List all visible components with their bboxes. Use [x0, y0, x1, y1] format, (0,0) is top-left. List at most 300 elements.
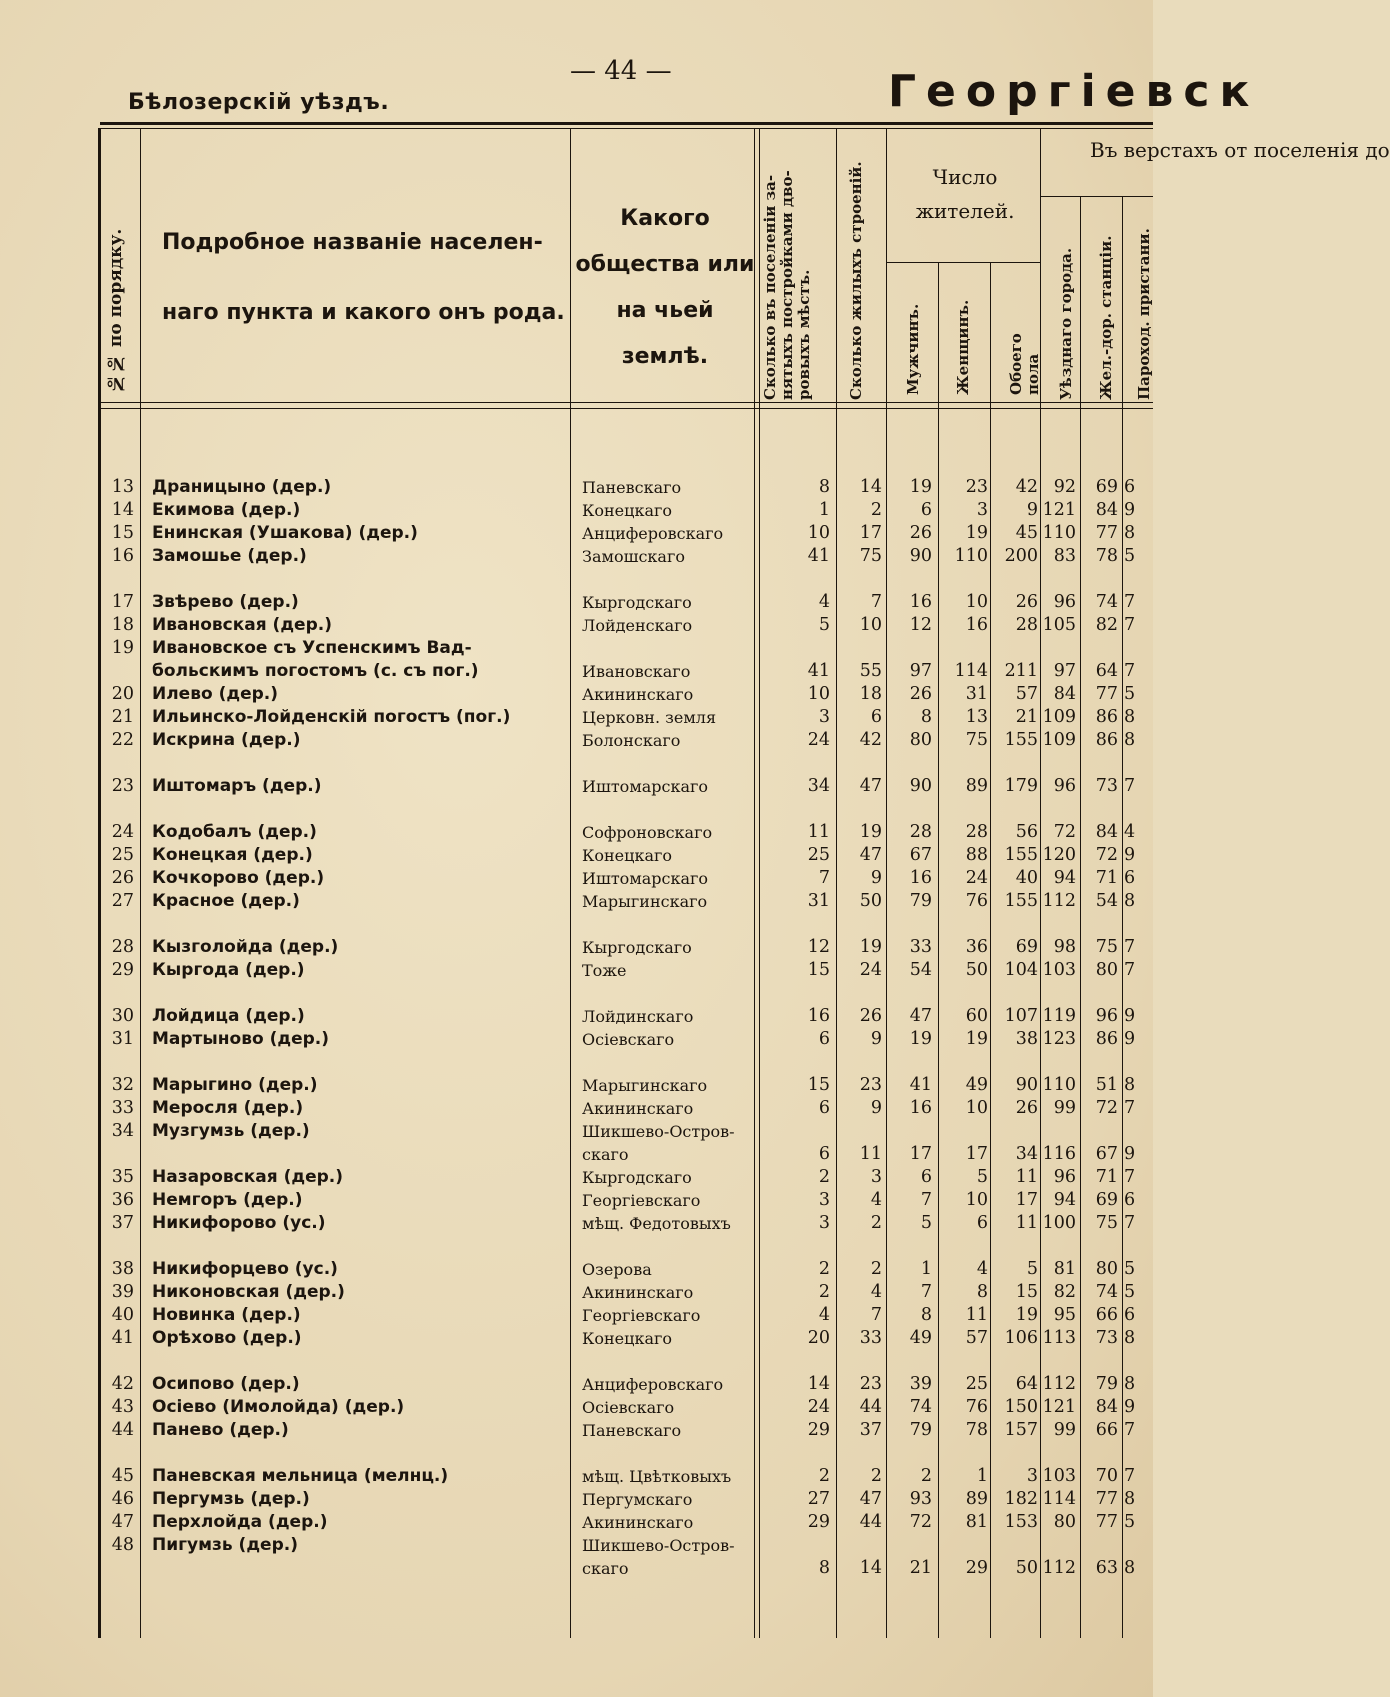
header-houses: Сколько въ поселеніи за-нятыхъ постройками дво-ровыхъ мѣстъ. [761, 170, 813, 400]
cell-men: 90 [909, 776, 932, 796]
cell-pier: 8 [1124, 1075, 1136, 1095]
cell-pier: 7 [1124, 1167, 1136, 1187]
cell-pier: 5 [1124, 1259, 1136, 1279]
cell-name: Екимова (дер.) [152, 500, 301, 520]
cell-rail: 80 [1095, 1259, 1118, 1279]
cell-buildings: 47 [859, 845, 882, 865]
cell-pier: 8 [1124, 523, 1136, 543]
cell-men: 8 [920, 707, 932, 727]
table-row [0, 499, 1153, 522]
cell-no: 21 [111, 707, 134, 727]
cell-no: 38 [111, 1259, 134, 1279]
cell-both: 153 [1004, 1512, 1038, 1532]
cell-city: 112 [1042, 891, 1076, 911]
cell-buildings: 26 [859, 1006, 882, 1026]
cell-rail: 84 [1095, 500, 1118, 520]
cell-pier: 9 [1124, 1006, 1136, 1026]
cell-no: 25 [111, 845, 134, 865]
cell-city: 116 [1042, 1144, 1076, 1164]
cell-both: 107 [1004, 1006, 1038, 1026]
cell-no: 43 [111, 1397, 134, 1417]
cell-both: 69 [1015, 937, 1038, 957]
table-row [0, 936, 1153, 959]
cell-rail: 86 [1095, 730, 1118, 750]
cell-rail: 66 [1095, 1305, 1118, 1325]
cell-buildings: 2 [870, 1213, 882, 1233]
cell-men: 21 [909, 1558, 932, 1578]
table-row [0, 1258, 1153, 1281]
cell-houses: 6 [818, 1144, 830, 1164]
cell-men: 79 [909, 891, 932, 911]
distance-subrule [1040, 196, 1153, 197]
table-row [0, 1465, 1153, 1488]
cell-buildings: 14 [859, 1558, 882, 1578]
cell-society: Георгіевскаго [582, 1306, 701, 1325]
district-title: Бѣлозерскій уѣздъ. [128, 90, 390, 115]
cell-no: 23 [111, 776, 134, 796]
cell-city: 121 [1042, 1397, 1076, 1417]
cell-society: Паневскаго [582, 478, 682, 497]
table-row [0, 637, 1153, 660]
cell-rail: 71 [1095, 1167, 1118, 1187]
table-row [0, 890, 1153, 913]
cell-women: 76 [965, 891, 988, 911]
cell-women: 13 [965, 707, 988, 727]
cell-houses: 2 [818, 1259, 830, 1279]
cell-houses: 4 [818, 1305, 830, 1325]
cell-houses: 15 [807, 960, 830, 980]
cell-houses: 41 [807, 661, 830, 681]
cell-pier: 7 [1124, 776, 1136, 796]
cell-houses: 4 [818, 592, 830, 612]
cell-no: 48 [111, 1535, 134, 1555]
header-buildings: Сколько жилыхъ строеній. [847, 161, 865, 400]
cell-houses: 29 [807, 1420, 830, 1440]
cell-both: 155 [1004, 891, 1038, 911]
cell-name: Кодобалъ (дер.) [152, 822, 317, 842]
table-row [0, 1373, 1153, 1396]
cell-society: мѣщ. Федотовыхъ [582, 1214, 731, 1233]
cell-society: Пергумскаго [582, 1490, 693, 1509]
cell-women: 1 [976, 1466, 988, 1486]
cell-rail: 80 [1095, 960, 1118, 980]
table-row [0, 1005, 1153, 1028]
cell-city: 98 [1053, 937, 1076, 957]
cell-houses: 2 [818, 1466, 830, 1486]
cell-society: Иштомарскаго [582, 777, 709, 796]
cell-buildings: 2 [870, 1466, 882, 1486]
cell-buildings: 14 [859, 477, 882, 497]
cell-no: 46 [111, 1489, 134, 1509]
cell-houses: 10 [807, 523, 830, 543]
table-row [0, 1419, 1153, 1442]
cell-houses: 31 [807, 891, 830, 911]
cell-society: Паневскаго [582, 1421, 682, 1440]
cell-name: Мартыново (дер.) [152, 1029, 329, 1049]
cell-name: Драницыно (дер.) [152, 477, 332, 497]
cell-both: 34 [1015, 1144, 1038, 1164]
cell-women: 25 [965, 1374, 988, 1394]
cell-both: 28 [1015, 615, 1038, 635]
cell-women: 89 [965, 776, 988, 796]
cell-name: Немгоръ (дер.) [152, 1190, 303, 1210]
cell-both: 42 [1015, 477, 1038, 497]
cell-women: 76 [965, 1397, 988, 1417]
cell-rail: 74 [1095, 1282, 1118, 1302]
cell-houses: 7 [818, 868, 830, 888]
cell-name: Никифорцево (ус.) [152, 1259, 338, 1279]
cell-name: Кочкорово (дер.) [152, 868, 325, 888]
cell-no: 17 [111, 592, 134, 612]
cell-society: Акининскаго [582, 685, 694, 704]
cell-buildings: 37 [859, 1420, 882, 1440]
cell-houses: 16 [807, 1006, 830, 1026]
table-row [0, 1304, 1153, 1327]
cell-city: 92 [1053, 477, 1076, 497]
table-row [0, 729, 1153, 752]
cell-pier: 8 [1124, 1374, 1136, 1394]
header-society: Какого общества или на чьей землѣ. [575, 206, 755, 369]
cell-buildings: 44 [859, 1512, 882, 1532]
cell-buildings: 7 [870, 592, 882, 612]
cell-both: 38 [1015, 1029, 1038, 1049]
cell-name: больскимъ погостомъ (с. съ пог.) [152, 661, 479, 681]
cell-both: 182 [1004, 1489, 1038, 1509]
cell-name: Звѣрево (дер.) [152, 592, 299, 612]
cell-pier: 7 [1124, 1466, 1136, 1486]
cell-houses: 24 [807, 730, 830, 750]
cell-women: 88 [965, 845, 988, 865]
cell-pier: 9 [1124, 1029, 1136, 1049]
cell-houses: 27 [807, 1489, 830, 1509]
cell-society: Акининскаго [582, 1099, 694, 1118]
cell-buildings: 11 [859, 1144, 882, 1164]
cell-pier: 6 [1124, 868, 1136, 888]
cell-buildings: 2 [870, 1259, 882, 1279]
cell-city: 103 [1042, 1466, 1076, 1486]
cell-both: 157 [1004, 1420, 1038, 1440]
table-row [0, 1028, 1153, 1051]
table-row [0, 476, 1153, 499]
cell-city: 96 [1053, 776, 1076, 796]
cell-both: 200 [1004, 546, 1038, 566]
cell-houses: 10 [807, 684, 830, 704]
cell-city: 72 [1053, 822, 1076, 842]
cell-no: 42 [111, 1374, 134, 1394]
header-both: Обоего пола [1007, 333, 1042, 395]
table-row [0, 545, 1153, 568]
cell-no: 40 [111, 1305, 134, 1325]
cell-women: 114 [954, 661, 988, 681]
cell-city: 84 [1053, 684, 1076, 704]
cell-houses: 1 [818, 500, 830, 520]
cell-both: 104 [1004, 960, 1038, 980]
cell-both: 11 [1015, 1213, 1038, 1233]
cell-men: 28 [909, 822, 932, 842]
cell-both: 155 [1004, 730, 1038, 750]
cell-city: 96 [1053, 1167, 1076, 1187]
table-row [0, 844, 1153, 867]
table-row [0, 1557, 1153, 1580]
cell-name: Осипово (дер.) [152, 1374, 300, 1394]
cell-buildings: 23 [859, 1075, 882, 1095]
cell-city: 103 [1042, 960, 1076, 980]
header-pier: Пароход. пристани. [1135, 228, 1153, 400]
cell-buildings: 10 [859, 615, 882, 635]
cell-rail: 79 [1095, 1374, 1118, 1394]
cell-pier: 7 [1124, 592, 1136, 612]
cell-men: 90 [909, 546, 932, 566]
header-rail: Жел.-дор. станціи. [1097, 235, 1115, 400]
cell-society: Георгіевскаго [582, 1191, 701, 1210]
cell-society: скаго [582, 1145, 629, 1164]
cell-men: 72 [909, 1512, 932, 1532]
cell-city: 113 [1042, 1328, 1076, 1348]
cell-both: 19 [1015, 1305, 1038, 1325]
cell-both: 211 [1004, 661, 1038, 681]
cell-no: 24 [111, 822, 134, 842]
cell-women: 89 [965, 1489, 988, 1509]
cell-women: 24 [965, 868, 988, 888]
cell-name: Пигумзь (дер.) [152, 1535, 298, 1555]
cell-houses: 6 [818, 1098, 830, 1118]
cell-buildings: 47 [859, 1489, 882, 1509]
cell-women: 49 [965, 1075, 988, 1095]
cell-city: 95 [1053, 1305, 1076, 1325]
cell-buildings: 33 [859, 1328, 882, 1348]
cell-both: 64 [1015, 1374, 1038, 1394]
cell-city: 109 [1042, 707, 1076, 727]
cell-rail: 73 [1095, 776, 1118, 796]
cell-pier: 5 [1124, 684, 1136, 704]
table-row [0, 1120, 1153, 1143]
cell-women: 5 [976, 1167, 988, 1187]
cell-name: Красное (дер.) [152, 891, 300, 911]
cell-society: Конецкаго [582, 846, 672, 865]
cell-houses: 41 [807, 546, 830, 566]
cell-both: 50 [1015, 1558, 1038, 1578]
cell-society: Шикшево-Остров- [582, 1122, 735, 1141]
cell-buildings: 55 [859, 661, 882, 681]
cell-women: 81 [965, 1512, 988, 1532]
cell-society: Анциферовскаго [582, 1375, 724, 1394]
cell-rail: 73 [1095, 1328, 1118, 1348]
cell-women: 78 [965, 1420, 988, 1440]
cell-society: Анциферовскаго [582, 524, 724, 543]
cell-both: 17 [1015, 1190, 1038, 1210]
cell-society: Болонскаго [582, 731, 681, 750]
cell-women: 8 [976, 1282, 988, 1302]
cell-no: 36 [111, 1190, 134, 1210]
cell-society: скаго [582, 1559, 629, 1578]
cell-men: 19 [909, 477, 932, 497]
cell-name: Пергумзь (дер.) [152, 1489, 310, 1509]
cell-no: 28 [111, 937, 134, 957]
cell-no: 26 [111, 868, 134, 888]
cell-men: 80 [909, 730, 932, 750]
table-row [0, 867, 1153, 890]
cell-city: 82 [1053, 1282, 1076, 1302]
cell-houses: 2 [818, 1282, 830, 1302]
cell-no: 44 [111, 1420, 134, 1440]
cell-city: 100 [1042, 1213, 1076, 1233]
cell-city: 119 [1042, 1006, 1076, 1026]
cell-no: 45 [111, 1466, 134, 1486]
cell-name: Меросля (дер.) [152, 1098, 304, 1118]
cell-pier: 7 [1124, 960, 1136, 980]
cell-pier: 9 [1124, 845, 1136, 865]
cell-society: Лойдинскаго [582, 1007, 694, 1026]
cell-name: Лойдица (дер.) [152, 1006, 305, 1026]
cell-buildings: 6 [870, 707, 882, 727]
cell-society: Марыгинскаго [582, 892, 708, 911]
cell-name: Никоновская (дер.) [152, 1282, 345, 1302]
cell-buildings: 9 [870, 1098, 882, 1118]
population-subrule [886, 262, 1040, 263]
cell-society: Кыргодскаго [582, 1168, 692, 1187]
cell-rail: 72 [1095, 1098, 1118, 1118]
cell-women: 60 [965, 1006, 988, 1026]
cell-pier: 7 [1124, 615, 1136, 635]
cell-women: 11 [965, 1305, 988, 1325]
cell-men: 93 [909, 1489, 932, 1509]
table-row [0, 1212, 1153, 1235]
cell-men: 79 [909, 1420, 932, 1440]
table-row [0, 1511, 1153, 1534]
cell-women: 28 [965, 822, 988, 842]
cell-women: 75 [965, 730, 988, 750]
cell-both: 155 [1004, 845, 1038, 865]
cell-men: 74 [909, 1397, 932, 1417]
table-row [0, 706, 1153, 729]
cell-buildings: 23 [859, 1374, 882, 1394]
cell-buildings: 47 [859, 776, 882, 796]
cell-houses: 29 [807, 1512, 830, 1532]
header-city: Уѣзднаго города. [1057, 247, 1075, 400]
cell-both: 15 [1015, 1282, 1038, 1302]
cell-rail: 77 [1095, 523, 1118, 543]
cell-no: 35 [111, 1167, 134, 1187]
header-men: Мужчинъ. [904, 303, 922, 395]
cell-society: Марыгинскаго [582, 1076, 708, 1095]
cell-women: 110 [954, 546, 988, 566]
table-row [0, 614, 1153, 637]
cell-no: 14 [111, 500, 134, 520]
cell-name: Илево (дер.) [152, 684, 278, 704]
cell-women: 16 [965, 615, 988, 635]
cell-both: 40 [1015, 868, 1038, 888]
cell-no: 32 [111, 1075, 134, 1095]
cell-society: Конецкаго [582, 501, 672, 520]
cell-buildings: 18 [859, 684, 882, 704]
cell-society: Ивановскаго [582, 662, 691, 681]
cell-buildings: 42 [859, 730, 882, 750]
cell-city: 109 [1042, 730, 1076, 750]
cell-both: 3 [1026, 1466, 1038, 1486]
cell-rail: 70 [1095, 1466, 1118, 1486]
cell-men: 33 [909, 937, 932, 957]
cell-pier: 4 [1124, 822, 1136, 842]
cell-women: 23 [965, 477, 988, 497]
cell-society: Софроновскаго [582, 823, 713, 842]
cell-no: 30 [111, 1006, 134, 1026]
cell-buildings: 4 [870, 1282, 882, 1302]
cell-men: 5 [920, 1213, 932, 1233]
cell-pier: 9 [1124, 1397, 1136, 1417]
cell-buildings: 19 [859, 822, 882, 842]
cell-women: 36 [965, 937, 988, 957]
cell-city: 121 [1042, 500, 1076, 520]
cell-men: 16 [909, 592, 932, 612]
cell-name: Кызголойда (дер.) [152, 937, 339, 957]
cell-women: 19 [965, 1029, 988, 1049]
cell-society: Замошскаго [582, 547, 685, 566]
cell-city: 94 [1053, 1190, 1076, 1210]
cell-rail: 74 [1095, 592, 1118, 612]
cell-buildings: 19 [859, 937, 882, 957]
cell-both: 150 [1004, 1397, 1038, 1417]
cell-houses: 25 [807, 845, 830, 865]
cell-society: Осіевскаго [582, 1398, 675, 1417]
cell-pier: 9 [1124, 1144, 1136, 1164]
cell-men: 8 [920, 1305, 932, 1325]
cell-both: 5 [1026, 1259, 1038, 1279]
header-population: Число жителей. [915, 165, 1015, 223]
cell-no: 41 [111, 1328, 134, 1348]
cell-both: 56 [1015, 822, 1038, 842]
cell-men: 26 [909, 684, 932, 704]
cell-rail: 84 [1095, 822, 1118, 842]
cell-name: Музгумзь (дер.) [152, 1121, 310, 1141]
cell-women: 6 [976, 1213, 988, 1233]
table-row [0, 1189, 1153, 1212]
cell-name: Кыргода (дер.) [152, 960, 305, 980]
cell-pier: 5 [1124, 1282, 1136, 1302]
cell-society: Шикшево-Остров- [582, 1536, 735, 1555]
cell-society: Церковн. земля [582, 708, 717, 727]
cell-pier: 7 [1124, 661, 1136, 681]
table-row [0, 591, 1153, 614]
cell-men: 2 [920, 1466, 932, 1486]
top-rule-thin [100, 128, 1153, 129]
cell-both: 11 [1015, 1167, 1038, 1187]
cell-no: 31 [111, 1029, 134, 1049]
cell-city: 99 [1053, 1420, 1076, 1440]
table-row [0, 1166, 1153, 1189]
cell-no: 19 [111, 638, 134, 658]
cell-no: 15 [111, 523, 134, 543]
cell-rail: 69 [1095, 477, 1118, 497]
cell-rail: 84 [1095, 1397, 1118, 1417]
cell-city: 83 [1053, 546, 1076, 566]
cell-women: 10 [965, 1190, 988, 1210]
table-row [0, 1327, 1153, 1350]
cell-men: 16 [909, 868, 932, 888]
cell-pier: 8 [1124, 707, 1136, 727]
cell-houses: 8 [818, 477, 830, 497]
cell-city: 80 [1053, 1512, 1076, 1532]
cell-city: 96 [1053, 592, 1076, 612]
cell-both: 9 [1026, 500, 1038, 520]
cell-no: 39 [111, 1282, 134, 1302]
cell-pier: 5 [1124, 546, 1136, 566]
cell-women: 10 [965, 592, 988, 612]
table-row [0, 1143, 1153, 1166]
cell-women: 10 [965, 1098, 988, 1118]
cell-houses: 5 [818, 615, 830, 635]
cell-society: Акининскаго [582, 1283, 694, 1302]
cell-both: 26 [1015, 1098, 1038, 1118]
